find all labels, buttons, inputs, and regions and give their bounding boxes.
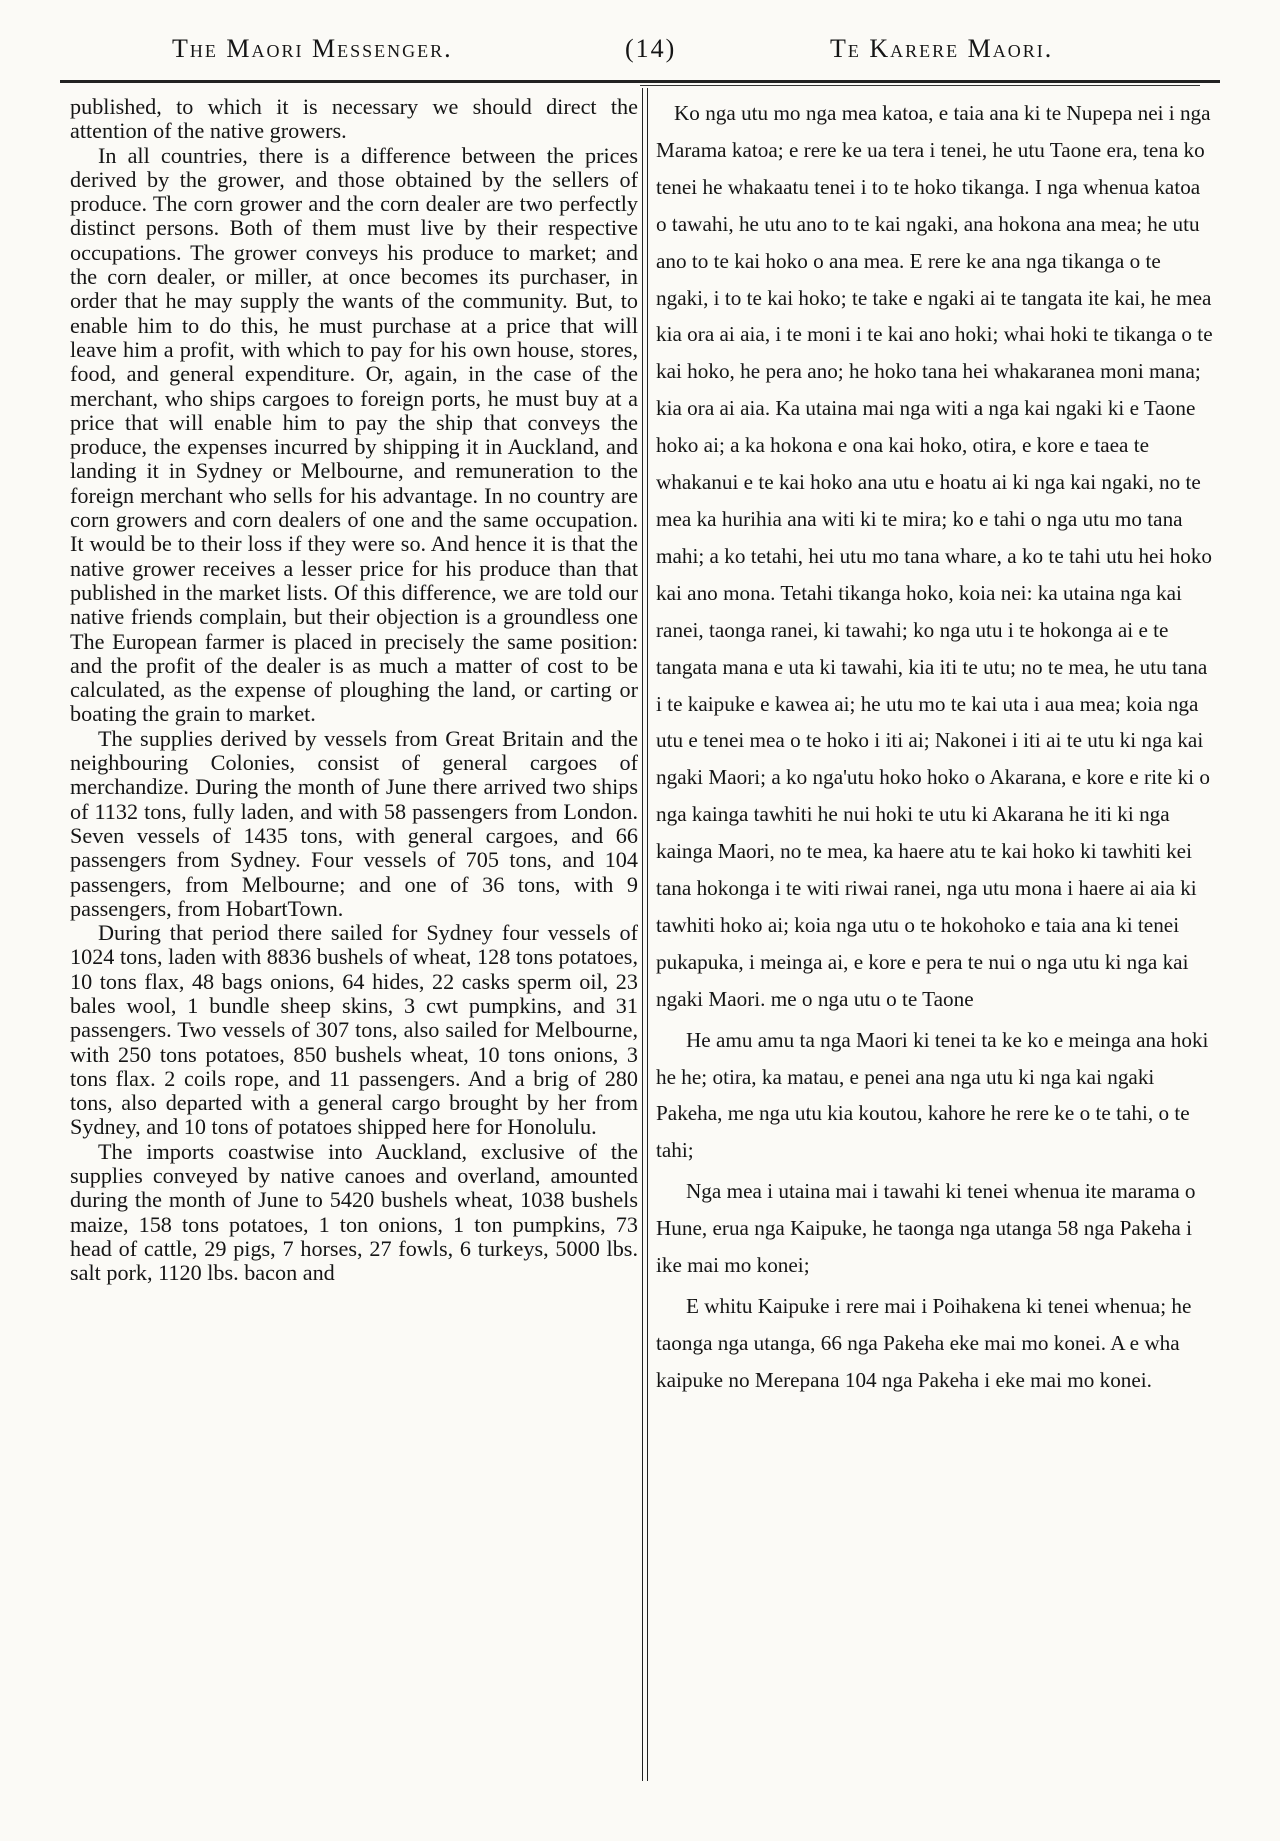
- header-english-title: The Maori Messenger.: [172, 34, 453, 63]
- maori-paragraph: Nga mea i utaina mai i tawahi ki tenei whenua ite marama o Hune, erua nga Kaipuke, he taonga nga utanga 58 nga Pakeha i ike mai mo konei;: [656, 1179, 1196, 1278]
- header-rule-secondary: [640, 85, 1200, 86]
- page-header: [60, 34, 1220, 74]
- english-paragraph: In all countries, there is a difference between the prices derived by the grower, and those obtained by the sellers of produce. The corn grower and the corn dealer are two perfectly distinct persons. Both of them must live by their respective occupations. The grower conveys his produce to market; and the corn dealer, or miller, at once becomes its purchaser, in order that he may supply the wants of the community. But, to enable him to do this, he must purchase at a price that will leave him a profit, with which to pay for his own house, stores, food, and general expenditure. Or, again, in the case of the merchant, who ships cargoes to foreign ports, he must buy at a price that will enable him to pay the ship that conveys the produce, the expenses incurred by shipping it in Auckland, and landing it in Sydney or Melbourne, and remuneration to the foreign merchant who sells for his advantage. In no country are corn growers and corn dealers of one and the same occupation. It would be to their loss if they were so. And hence it is that the native grower receives a lesser price for his produce than that published in the market lists. Of this difference, we are told our native friends complain, but their objection is a groundless one The European farmer is placed in precisely the same position: and the profit of the dealer is as much a matter of cost to be calculated, as the expense of ploughing the land, or carting or boating the grain to market.: [70, 142, 638, 727]
- english-paragraph: published, to which it is necessary we should direct the attention of the native growers.: [70, 94, 638, 144]
- english-paragraph: The supplies derived by vessels from Great Britain and the neighbouring Colonies, consist of general cargoes of merchandize. During the month of June there arrived two ships of 1132 tons, fully laden, and with 58 passengers from London. Seven vessels of 1435 tons, with general cargoes, and 66 passengers from Sydney. Four vessels of 705 tons, and 104 passengers, from Melbourne; and one of 36 tons, with 9 passengers, from HobartTown.: [70, 725, 638, 921]
- maori-paragraph: He amu amu ta nga Maori ki tenei ta ke ko e meinga ana hoki he he; otira, ka matau, e penei ana nga utu ki nga kai ngaki Pakeha, me nga utu kia koutou, kahore he rere ke o te tahi, o te tahi;: [656, 1027, 1209, 1163]
- maori-column: [656, 95, 1214, 1781]
- column-divider: [642, 88, 648, 1781]
- header-maori-title: Te Karere Maori.: [830, 34, 1054, 63]
- page-number: (14): [625, 34, 677, 63]
- english-paragraph: During that period there sailed for Sydney four vessels of 1024 tons, laden with 8836 bushels of wheat, 128 tons potatoes, 10 tons flax, 48 bags onions, 64 hides, 22 casks sperm oil, 23 bales wool, 1 bundle sheep skins, 3 cwt pumpkins, and 31 passengers. Two vessels of 307 tons, also sailed for Melbourne, with 250 tons potatoes, 850 bushels wheat, 10 tons onions, 3 tons flax. 2 coils rope, and 11 passengers. And a brig of 280 tons, also departed with a general cargo brought by her from Sydney, and 10 tons of potatoes shipped here for Honolulu.: [70, 920, 638, 1140]
- english-column: [70, 95, 638, 1781]
- english-paragraph: The imports coastwise into Auckland, exclusive of the supplies conveyed by native canoes and overland, amounted during the month of June to 5420 bushels wheat, 1038 bushels maize, 158 tons potatoes, 1 ton onions, 1 ton pumpkins, 73 head of cattle, 29 pigs, 7 horses, 27 fowls, 6 turkeys, 5000 lbs. salt pork, 1120 lbs. bacon and: [70, 1138, 638, 1286]
- maori-paragraph: E whitu Kaipuke i rere mai i Poihakena ki tenei whenua; he taonga nga utanga, 66 nga Pakeha eke mai mo konei. A e wha kaipuke no Merepana 104 nga Pakeha i eke mai mo konei.: [656, 1294, 1192, 1392]
- maori-paragraph: Ko nga utu mo nga mea katoa, e taia ana ki te Nupepa nei i nga Marama katoa; e rere ke ua tera i tenei, he utu Taone era, tena ko tenei he whakaatu tenei i to te hoko tikanga. I nga whenua katoa o tawahi, he utu ano to te kai ngaki, ana hokona ana mea; he utu ano to te kai hoko o ana mea. E rere ke ana nga tikanga o te ngaki, i to te kai hoko; te take e ngaki ai te tangata ite kai, he mea kia ora ai aia, i te moni i te kai ano hoki; whai hoki te tikanga o te kai hoko, he pera ano; he hoko tana hei whakaranea moni mana; kia ora ai aia. Ka utaina mai nga witi a nga kai ngaki ki e Taone hoko ai; a ka hokona e ona kai hoko, otira, e kore e taea te whakanui e te kai hoko ana utu e hoatu ai ki nga kai ngaki, no te mea ka hurihia ana witi ki te mira; ko e tahi o nga utu mo tana mahi; a ko tetahi, hei utu mo tana whare, a ko te tahi utu hei hoko kai ano mona. Tetahi tikanga hoko, koia nei: ka utaina nga kai ranei, taonga ranei, ki tawahi; ko nga utu i te hokonga ai e te tangata mana e uta ki tawahi, kia iti te utu; no te mea, he utu tana i te kaipuke e kawea ai; he utu mo te kai uta i aua mea; koia nga utu e tenei mea o te hoko i iti ai; Nakonei i iti ai te utu ki nga kai ngaki Maori; a ko nga'utu hoko hoko o Akarana, e kore e rite ki o nga kainga tawhiti he nui hoki te utu ki Akarana he iti ki nga kainga Maori, no te mea, ka haere atu te kai hoko ki tawhiti kei tana hokonga i te witi riwai ranei, nga utu mona i haere ai aia ki tawhiti hoko ai; koia nga utu o te hokohoko e taia ana ki tenei pukapuka, i meinga ai, e kore e pera te nui o nga utu ki nga kai ngaki Maori. me o nga utu o te Taone: [656, 101, 1213, 1011]
- header-rule: [60, 80, 1220, 83]
